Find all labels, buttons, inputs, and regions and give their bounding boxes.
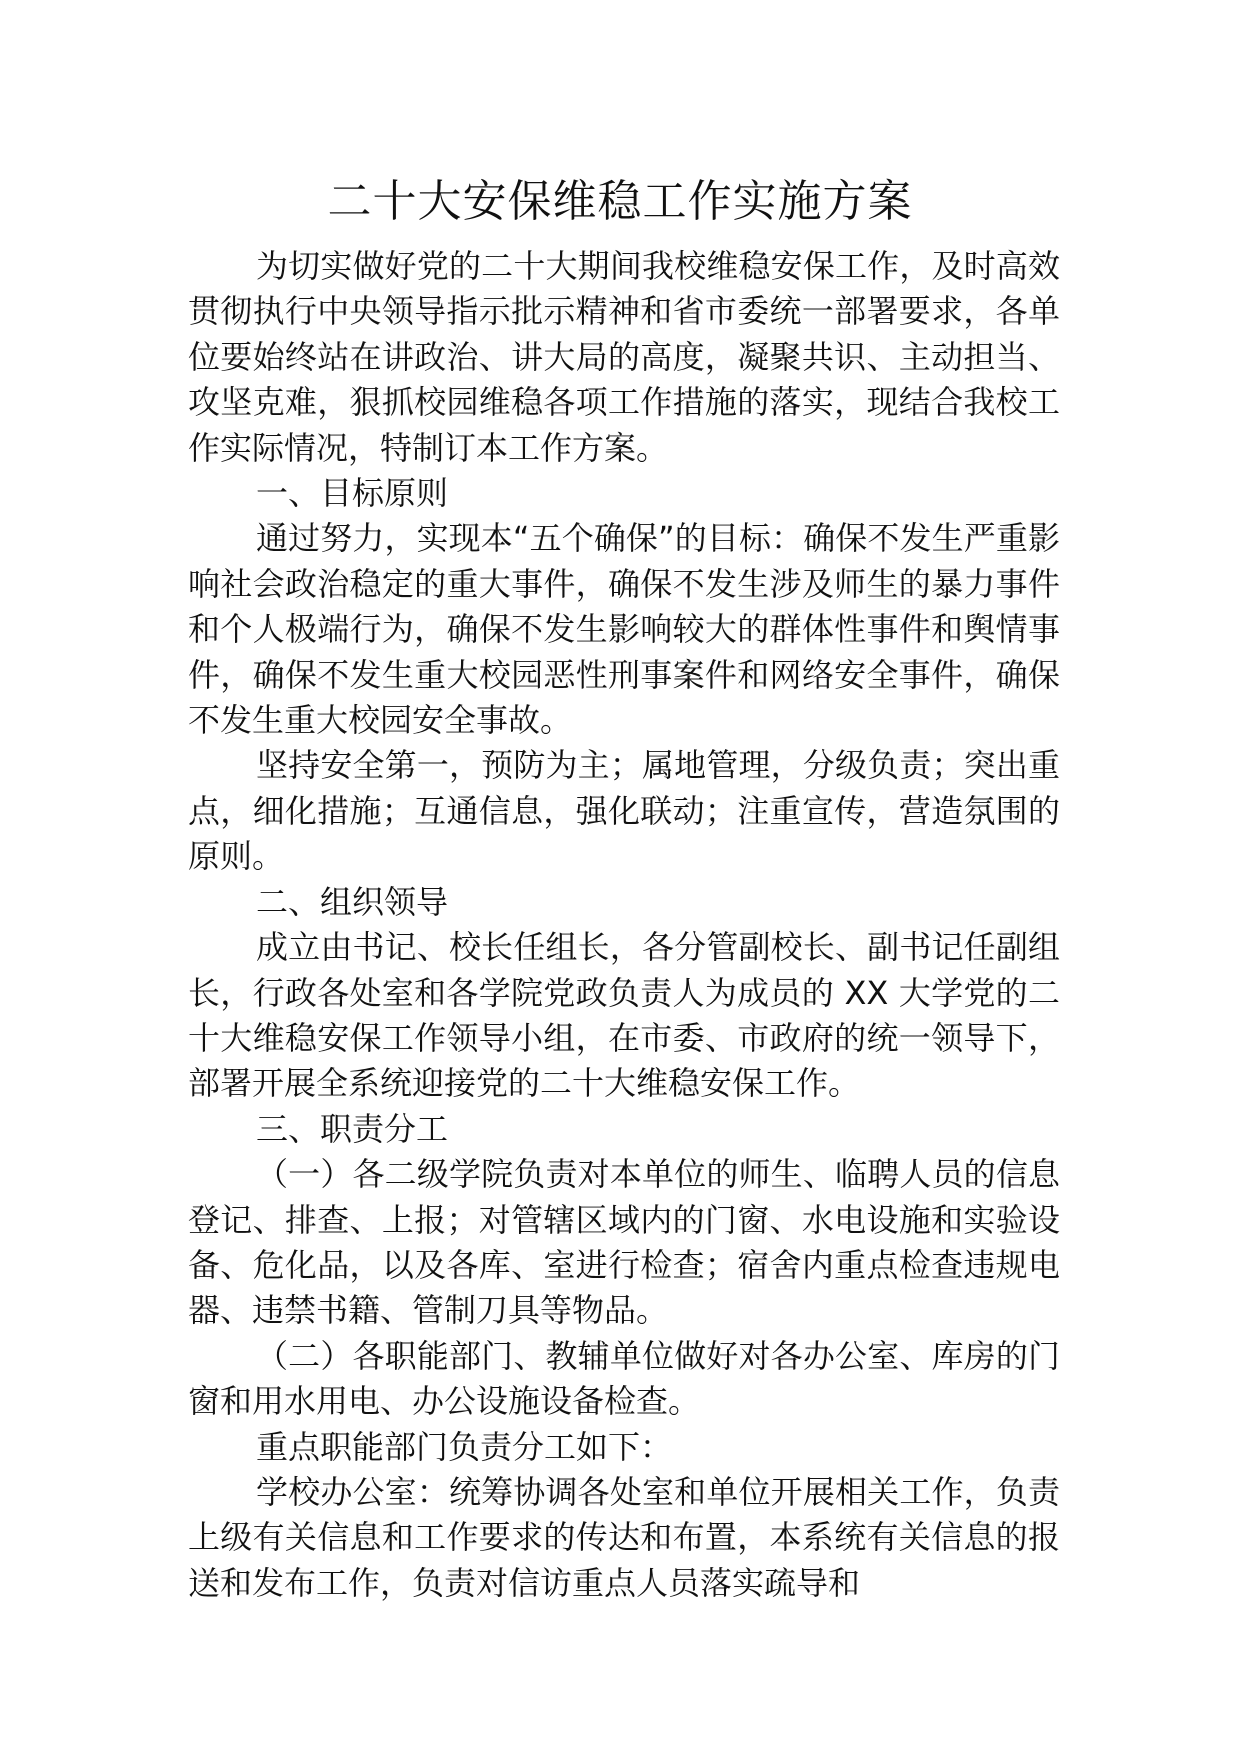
paragraph-five-ensures: 通过努力，实现本“五个确保”的目标：确保不发生严重影响社会政治稳定的重大事件，确保不发生涉及师生的暴力事件和个人极端行为，确保不发生影响较大的群体性事件和舆情事件，确保不发生重大校园恶性刑事案件和网络安全事件，确保不发生重大校园安全事故。 [188, 519, 1060, 740]
document-body [188, 244, 1060, 1606]
paragraph-principles: 坚持安全第一，预防为主；属地管理，分级负责；突出重点，细化措施；互通信息，强化联动；注重宣传，营造氛围的原则。 [188, 746, 1060, 876]
paragraph-leadership-group: 成立由书记、校长任组长，各分管副校长、副书记任副组长，行政各处室和各学院党政负责人为成员的 XX 大学党的二十大维稳安保工作领导小组，在市委、市政府的统一领导下，部署开展全系统迎接党的二十大维稳安保工作。 [188, 928, 1060, 1103]
paragraph-school-office: 学校办公室：统筹协调各处室和单位开展相关工作，负责上级有关信息和工作要求的传达和布置，本系统有关信息的报送和发布工作，负责对信访重点人员落实疏导和 [188, 1472, 1060, 1602]
paragraph-intro: 为切实做好党的二十大期间我校维稳安保工作，及时高效贯彻执行中央领导指示批示精神和省市委统一部署要求，各单位要始终站在讲政治、讲大局的高度，凝聚共识、主动担当、攻坚克难，狠抓校园维稳各项工作措施的落实，现结合我校工作实际情况，特制订本工作方案。 [188, 247, 1060, 467]
section-heading-goals: 一、目标原则 [256, 474, 449, 513]
section-heading-duties: 三、职责分工 [256, 1109, 449, 1148]
paragraph-duty-colleges: （一）各二级学院负责对本单位的师生、临聘人员的信息登记、排查、上报；对管辖区域内的门窗、水电设施和实验设备、危化品，以及各库、室进行检查；宿舍内重点检查违规电器、违禁书籍、管制刀具等物品。 [188, 1155, 1060, 1330]
section-heading-leadership: 二、组织领导 [256, 882, 449, 921]
paragraph-key-departments-intro: 重点职能部门负责分工如下： [256, 1427, 673, 1466]
paragraph-duty-departments: （二）各职能部门、教辅单位做好对各办公室、库房的门窗和用水用电、办公设施设备检查。 [188, 1336, 1060, 1421]
document-title: 二十大安保维稳工作实施方案 [327, 176, 913, 227]
